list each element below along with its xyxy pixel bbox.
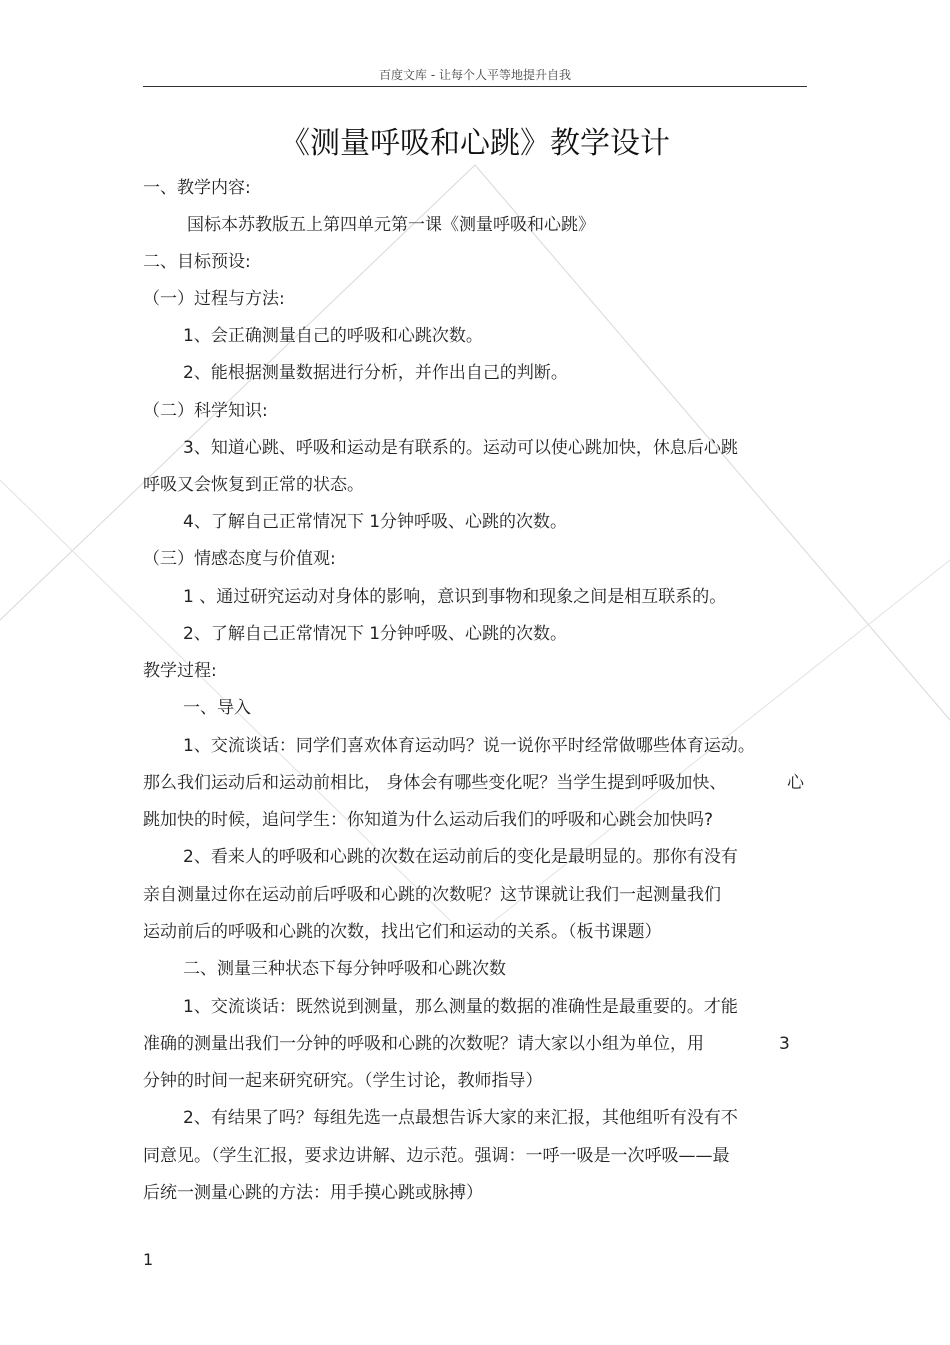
- page-header: 百度文库 - 让每个人平等地提升自我: [379, 68, 571, 82]
- paragraph-line: 国标本苏教版五上第四单元第一课《测量呼吸和心跳》: [187, 215, 595, 235]
- subsection-heading: 二、测量三种状态下每分钟呼吸和心跳次数: [183, 959, 506, 979]
- list-item: 3、知道心跳、呼吸和运动是有联系的。运动可以使心跳加快，休息后心跳: [183, 438, 738, 458]
- paragraph-line: 1、交流谈话：既然说到测量，那么测量的数据的准确性是最重要的。才能: [183, 997, 738, 1017]
- paragraph-line: 分钟的时间一起来研究研究。（学生讨论，教师指导）: [143, 1071, 543, 1091]
- paragraph-line: 2、有结果了吗？每组先选一点最想告诉大家的来汇报，其他组听有没有不: [183, 1108, 738, 1128]
- document-title: 《测量呼吸和心跳》教学设计: [280, 126, 670, 161]
- list-item: 2、了解自己正常情况下 1分钟呼吸、心跳的次数。: [183, 624, 568, 644]
- paragraph-line: 亲自测量过你在运动前后呼吸和心跳的次数呢？这节课就让我们一起测量我们: [143, 885, 721, 905]
- paragraph-line: 那么我们运动后和运动前相比， 身体会有哪些变化呢？当学生提到呼吸加快、: [143, 773, 727, 793]
- paragraph-line: 同意见。（学生汇报，要求边讲解、边示范。强调：一呼一吸是一次呼吸——最: [143, 1146, 730, 1166]
- paragraph-line: 2、看来人的呼吸和心跳的次数在运动前后的变化是最明显的。那你有没有: [183, 847, 738, 867]
- subsection-heading: （二）科学知识:: [143, 401, 268, 421]
- subsection-heading: 一、导入: [183, 698, 251, 718]
- list-item: 1 、通过研究运动对身体的影响，意识到事物和现象之间是相互联系的。: [183, 587, 727, 607]
- page-number: 1: [143, 1250, 154, 1269]
- section-heading: 二、目标预设:: [143, 252, 251, 272]
- paragraph-fragment: 3: [779, 1034, 790, 1054]
- subsection-heading: （一）过程与方法:: [143, 289, 285, 309]
- section-heading: 教学过程:: [143, 661, 217, 681]
- list-item: 2、能根据测量数据进行分析，并作出自己的判断。: [183, 363, 568, 383]
- paragraph-line: 后统一测量心跳的方法：用手摸心跳或脉搏）: [143, 1183, 483, 1203]
- list-item: 4、了解自己正常情况下 1分钟呼吸、心跳的次数。: [183, 512, 568, 532]
- section-heading: 一、教学内容:: [143, 178, 251, 198]
- paragraph-fragment: 心: [787, 773, 804, 793]
- paragraph-line: 1、交流谈话：同学们喜欢体育运动吗？说一说你平时经常做哪些体育运动。: [183, 736, 755, 756]
- header-divider: [143, 86, 807, 87]
- paragraph-line: 准确的测量出我们一分钟的呼吸和心跳的次数呢？请大家以小组为单位，用: [143, 1034, 704, 1054]
- paragraph-line: 呼吸又会恢复到正常的状态。: [143, 475, 364, 495]
- paragraph-line: 跳加快的时候，追问学生：你知道为什么运动后我们的呼吸和心跳会加快吗?: [143, 810, 714, 830]
- subsection-heading: （三）情感态度与价值观:: [143, 549, 336, 569]
- list-item: 1、会正确测量自己的呼吸和心跳次数。: [183, 326, 483, 346]
- paragraph-line: 运动前后的呼吸和心跳的次数，找出它们和运动的关系。（板书课题）: [143, 922, 662, 942]
